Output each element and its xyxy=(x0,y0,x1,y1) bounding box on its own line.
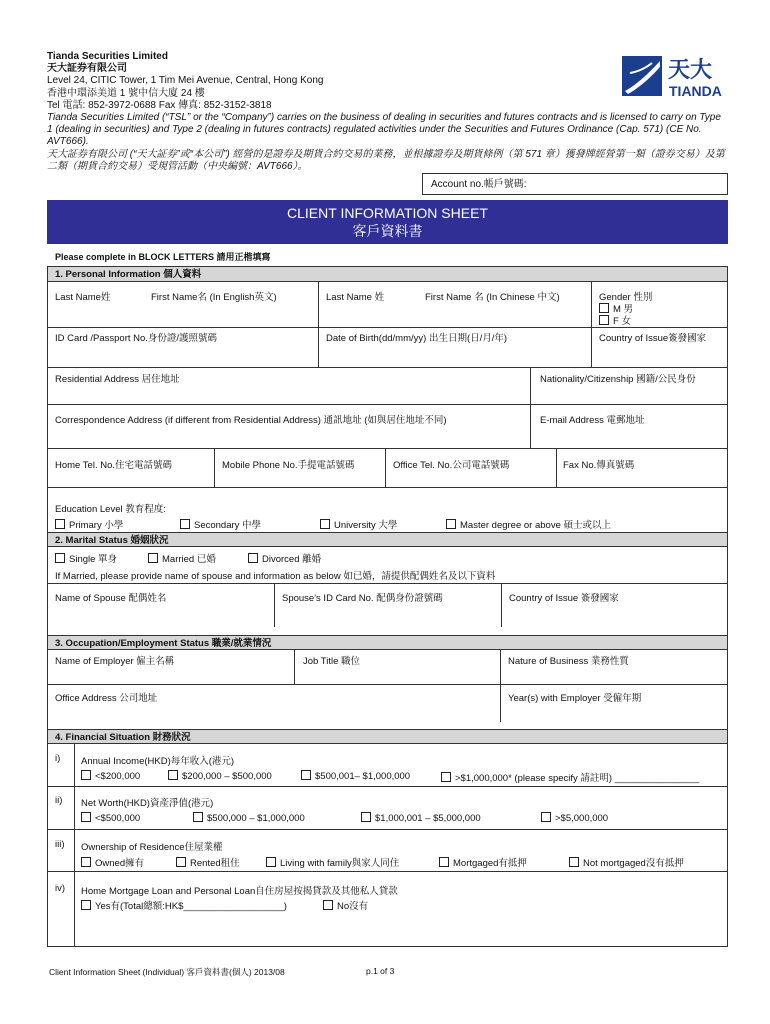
divider xyxy=(385,448,386,487)
company-header xyxy=(47,51,725,173)
education-label: Education Level 教育程度: xyxy=(55,504,166,515)
income-option-1-label: <$200,000 xyxy=(95,771,141,782)
income-option-2-label: $200,000 – $500,000 xyxy=(182,771,272,782)
edu-primary-option[interactable] xyxy=(55,517,123,531)
checkbox-icon[interactable] xyxy=(320,519,330,529)
divider xyxy=(530,404,531,448)
income-option-3-label: $500,001– $1,000,000 xyxy=(315,771,411,782)
divider xyxy=(214,448,215,487)
edu-secondary-option[interactable] xyxy=(180,517,261,531)
block-letters-note: Please complete in BLOCK LETTERS 請用正楷填寫 xyxy=(55,252,271,262)
id-card-field[interactable]: ID Card /Passport No.身份證/護照號碼 xyxy=(55,333,218,344)
edu-secondary-label: Secondary 中學 xyxy=(194,520,262,531)
single-label: Single 單身 xyxy=(69,554,118,565)
annual-income-label: Annual Income(HKD)每年收入(港元) xyxy=(81,756,235,767)
row-line xyxy=(48,583,727,584)
ownership-option-rented[interactable] xyxy=(176,855,240,869)
employer-field[interactable]: Name of Employer 僱主名稱 xyxy=(55,656,175,667)
logo-text-en: TIANDA xyxy=(669,83,722,99)
first-name-en-field[interactable]: First Name名 (In English英文) xyxy=(151,292,277,303)
spouse-note: If Married, please provide name of spouse and information as below 如已婚，請提供配偶姓名及以下資料 xyxy=(55,571,496,582)
checkbox-icon[interactable] xyxy=(599,315,609,325)
loan-yes-option[interactable] xyxy=(81,898,287,912)
single-option[interactable] xyxy=(55,551,117,565)
checkbox-icon[interactable] xyxy=(193,812,203,822)
spouse-name-field[interactable]: Name of Spouse 配偶姓名 xyxy=(55,593,167,604)
row-line xyxy=(48,684,727,685)
networth-option-4-label: >$5,000,000 xyxy=(555,813,609,824)
country-of-issue-field[interactable]: Country of Issue簽發國家 xyxy=(599,333,707,344)
licence-statement-zh: 天大証券有限公司 (“天大証券”或“本公司”) 經營的是證券及期貨合約交易的業務，並根據證券及期貨條例（第 571 章）獲發牌經營第一類（證券交易）及第二類（期貨合約交易）受規管活動（中央編號：AVT666）。 xyxy=(47,148,725,172)
checkbox-icon[interactable] xyxy=(55,519,65,529)
first-name-zh-field[interactable]: First Name 名 (In Chinese 中文) xyxy=(425,292,560,303)
edu-master-option[interactable] xyxy=(446,517,611,531)
ownership-family-label: Living with family與家人同住 xyxy=(280,858,400,869)
nationality-field[interactable]: Nationality/Citizenship 國籍/公民身份 xyxy=(540,374,696,385)
company-tel-fax: Tel 電話: 852-3972-0688 Fax 傳真: 852-3152-3818 xyxy=(47,99,272,111)
checkbox-icon[interactable] xyxy=(168,770,178,780)
networth-option-3[interactable] xyxy=(361,812,481,824)
checkbox-icon[interactable] xyxy=(176,857,186,867)
section-marital-heading: 2. Marital Status 婚姻狀況 xyxy=(48,532,727,547)
divider xyxy=(530,367,531,404)
married-option[interactable] xyxy=(148,551,216,565)
office-address-field[interactable]: Office Address 公司地址 xyxy=(55,693,158,704)
income-option-2[interactable] xyxy=(168,770,272,782)
ownership-not-mortgaged-label: Not mortgaged沒有抵押 xyxy=(583,858,684,869)
ownership-option-not-mortgaged[interactable] xyxy=(569,855,684,869)
gender-female-option[interactable] xyxy=(599,313,631,327)
ownership-option-family[interactable] xyxy=(266,855,399,869)
company-name-zh: 天大証券有限公司 xyxy=(47,63,127,75)
correspondence-address-field[interactable]: Correspondence Address (if different from Residential Address) 通訊地址 (如與居住地址不同) xyxy=(55,415,447,426)
divider xyxy=(294,650,295,684)
title-zh: 客戶資料書 xyxy=(352,223,423,239)
item-ii: ii) xyxy=(55,795,63,806)
fax-field[interactable]: Fax No.傳真號碼 xyxy=(563,460,635,471)
dob-field[interactable]: Date of Birth(dd/mm/yy) 出生日期(日/月/年) xyxy=(326,333,508,344)
gender-male-label: M 男 xyxy=(613,304,634,315)
row-line xyxy=(48,786,727,787)
row-line xyxy=(48,448,727,449)
divider xyxy=(274,583,275,627)
gender-female-label: F 女 xyxy=(613,316,631,327)
checkbox-icon[interactable] xyxy=(81,770,91,780)
client-form xyxy=(47,266,728,947)
ownership-rented-label: Rented租住 xyxy=(190,858,240,869)
section-personal-heading: 1. Personal Information 個人資料 xyxy=(48,267,727,282)
gender-label: Gender 性別 xyxy=(599,292,653,303)
divider xyxy=(318,282,319,327)
income-option-4[interactable] xyxy=(441,770,699,784)
checkbox-icon[interactable] xyxy=(148,553,158,563)
income-option-4-label: >$1,000,000* (please specify 請註明) ________________ xyxy=(455,773,700,784)
divorced-label: Divorced 離婚 xyxy=(262,554,322,565)
nature-of-business-field[interactable]: Nature of Business 業務性質 xyxy=(508,656,629,667)
office-tel-field[interactable]: Office Tel. No.公司電話號碼 xyxy=(393,460,510,471)
checkbox-icon[interactable] xyxy=(439,857,449,867)
ownership-owned-label: Owned擁有 xyxy=(95,858,145,869)
checkbox-icon[interactable] xyxy=(180,519,190,529)
networth-option-1[interactable] xyxy=(81,812,140,824)
checkbox-icon[interactable] xyxy=(81,900,91,910)
networth-option-2[interactable] xyxy=(193,812,305,824)
edu-university-option[interactable] xyxy=(320,517,397,531)
spouse-country-field[interactable]: Country of Issue 簽發國家 xyxy=(509,593,619,604)
divider xyxy=(500,650,501,722)
income-option-3[interactable] xyxy=(301,770,410,782)
checkbox-icon[interactable] xyxy=(248,553,258,563)
checkbox-icon[interactable] xyxy=(266,857,276,867)
last-name-en-field[interactable]: Last Name姓 xyxy=(55,292,111,303)
section-financial-heading: 4. Financial Situation 財務狀況 xyxy=(48,729,727,744)
checkbox-icon[interactable] xyxy=(599,303,609,313)
networth-option-1-label: <$500,000 xyxy=(95,813,141,824)
ownership-mortgaged-label: Mortgaged有抵押 xyxy=(453,858,527,869)
divider xyxy=(74,744,75,947)
item-iv: iv) xyxy=(55,883,66,894)
edu-primary-label: Primary 小學 xyxy=(69,520,124,531)
divider xyxy=(501,583,502,627)
mobile-field[interactable]: Mobile Phone No.手提電話號碼 xyxy=(222,460,355,471)
title-en: CLIENT INFORMATION SHEET xyxy=(287,205,488,221)
row-line xyxy=(48,871,727,872)
loan-no-option[interactable] xyxy=(323,898,368,912)
years-with-employer-field[interactable]: Year(s) with Employer 受僱年期 xyxy=(508,693,642,704)
checkbox-icon[interactable] xyxy=(541,812,551,822)
divider xyxy=(318,327,319,367)
checkbox-icon[interactable] xyxy=(301,770,311,780)
company-address-zh: 香港中環添美道 1 號中信大廈 24 樓 xyxy=(47,87,205,99)
ownership-option-owned[interactable] xyxy=(81,855,144,869)
row-line xyxy=(48,404,727,405)
divider xyxy=(556,448,557,487)
income-option-1[interactable] xyxy=(81,770,140,782)
checkbox-icon[interactable] xyxy=(361,812,371,822)
spouse-id-field[interactable]: Spouse's ID Card No. 配偶身份證號碼 xyxy=(282,593,443,604)
row-line xyxy=(48,487,727,488)
divider xyxy=(591,282,592,327)
company-address-en: Level 24, CITIC Tower, 1 Tim Mei Avenue, Central, Hong Kong xyxy=(47,75,324,87)
row-line xyxy=(48,327,727,328)
net-worth-label: Net Worth(HKD)資產淨值(港元) xyxy=(81,798,214,809)
footer-form-id: Client Information Sheet (Individual) 客戶資料書(個人) 2013/08 xyxy=(49,967,285,977)
loan-label: Home Mortgage Loan and Personal Loan自住房屋按揭貸款及其他私人貸款 xyxy=(81,886,398,897)
logo-text-zh: 天大 xyxy=(668,57,713,82)
licence-statement-en: Tianda Securities Limited (“TSL” or the “Company”) carries on the business of dealing in securities and futures contracts and is licensed to carry on Type 1 (dealing in securities) and Type 2 (dealing in futures contracts) regulated activities under the Securities and Futures Ordinance (Cap. 571) (CE No. AVT666). xyxy=(47,112,721,148)
divider xyxy=(591,327,592,367)
loan-yes-label: Yes有(Total總額:HK$___________________) xyxy=(95,901,287,912)
account-number-field[interactable]: Account no.帳戶號碼: xyxy=(422,173,728,195)
edu-university-label: University 大學 xyxy=(334,520,398,531)
networth-option-3-label: $1,000,001 – $5,000,000 xyxy=(375,813,481,824)
item-iii: iii) xyxy=(55,839,65,850)
edu-master-label: Master degree or above 碩士或以上 xyxy=(460,520,612,531)
divorced-option[interactable] xyxy=(248,551,321,565)
home-tel-field[interactable]: Home Tel. No.住宅電話號碼 xyxy=(55,460,173,471)
checkbox-icon[interactable] xyxy=(323,900,333,910)
row-line xyxy=(48,829,727,830)
married-label: Married 已婚 xyxy=(162,554,216,565)
title-bar xyxy=(47,200,728,244)
section-employment-heading: 3. Occupation/Employment Status 職業/就業情況 xyxy=(48,635,727,650)
checkbox-icon[interactable] xyxy=(81,812,91,822)
checkbox-icon[interactable] xyxy=(55,553,65,563)
checkbox-icon[interactable] xyxy=(446,519,456,529)
company-name-en: Tianda Securities Limited xyxy=(47,51,168,62)
job-title-field[interactable]: Job Title 職位 xyxy=(303,656,361,667)
loan-no-label: No沒有 xyxy=(337,901,369,912)
email-field[interactable]: E-mail Address 電郵地址 xyxy=(540,415,645,426)
ownership-label: Ownership of Residence住屋業權 xyxy=(81,842,223,853)
tianda-logo xyxy=(622,53,730,105)
networth-option-4[interactable] xyxy=(541,812,608,824)
checkbox-icon[interactable] xyxy=(81,857,91,867)
checkbox-icon[interactable] xyxy=(441,772,451,782)
last-name-zh-field[interactable]: Last Name 姓 xyxy=(326,292,385,303)
networth-option-2-label: $500,000 – $1,000,000 xyxy=(207,813,305,824)
residential-address-field[interactable]: Residential Address 居住地址 xyxy=(55,374,180,385)
item-i: i) xyxy=(55,753,61,764)
checkbox-icon[interactable] xyxy=(569,857,579,867)
footer-page-number: p.1 of 3 xyxy=(366,966,395,976)
row-line xyxy=(48,367,727,368)
ownership-option-mortgaged[interactable] xyxy=(439,855,527,869)
